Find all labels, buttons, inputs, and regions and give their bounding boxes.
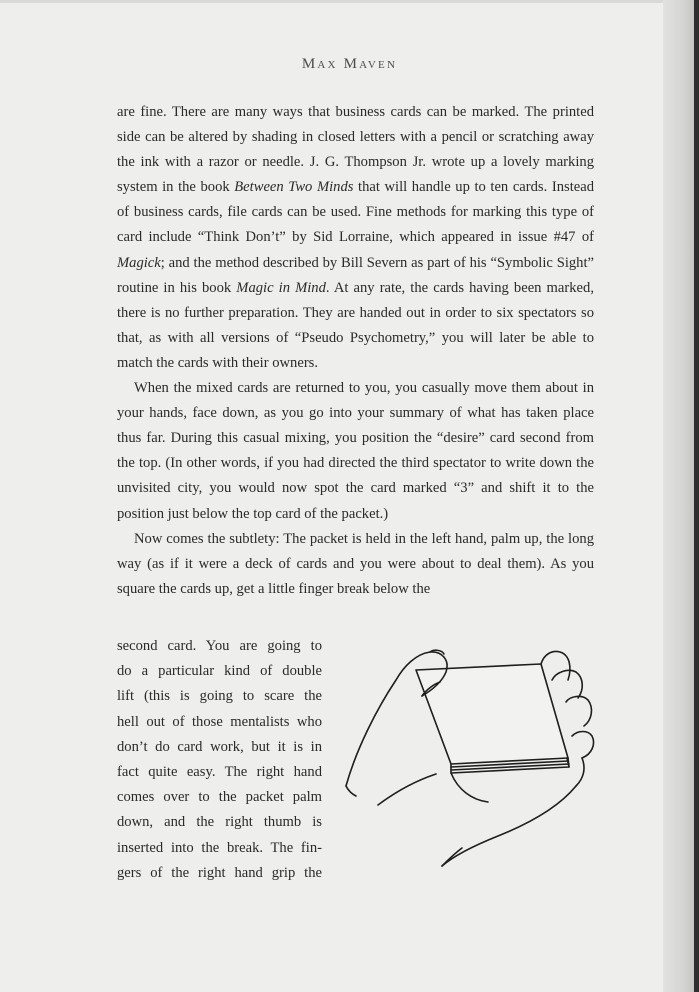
body-text (117, 100, 594, 602)
wrap-line: gers of the right hand grip the (117, 864, 322, 881)
wrap-line: down, and the right thumb is (117, 814, 322, 831)
wrap-line: inserted into the break. The fin- (117, 839, 322, 856)
book-title-magick: Magick (117, 254, 161, 271)
paragraph-1: are fine. There are many ways that business cards can be marked. The printed side can be altered by shading in closed letters with a pencil or scratching away the ink with a razor or needle. J. G. Thompson Jr. wrote up a lovely marking system in the book Between Two Minds that will handle up to ten cards. Instead of business cards, file cards can be used. Fine methods for marking this type of card include “Think Don’t” by Sid Lorraine, which appeared in issue #47 of Magick; and the method described by Bill Severn as part of his “Symbolic Sight” routine in his book Magic in Mind. At any rate, the cards having been marked, there is no further preparation. They are handed out in order to six spectators so that, as with all versions of “Pseudo Psychometry,” you will later be able to match the cards with their owners. (117, 104, 594, 371)
wrap-line: fact quite easy. The right hand (117, 764, 322, 781)
paragraph-2: When the mixed cards are returned to you, you casually move them about in your hands, face down, as you go into your summary of what has taken place thus far. During this casual mixing, you position the “desire” card second from the top. (In other words, if you had directed the third spectator to write down the unvisited city, you would now spot the card marked “3” and shift it to the position just below the top card of the packet.) (117, 380, 594, 522)
wrap-line: do a particular kind of double (117, 663, 322, 680)
hand-holding-card-packet-icon (338, 640, 598, 885)
running-head: Max Maven (301, 56, 398, 72)
wrap-line: comes over to the packet palm (117, 789, 322, 806)
page-top-edge (0, 0, 699, 3)
wrap-line: lift (this is going to scare the (117, 688, 322, 705)
wrapped-text-block (117, 634, 322, 886)
book-title-magic-in-mind: Magic in Mind (236, 279, 326, 296)
paragraph-3: Now comes the subtlety: The packet is held in the left hand, palm up, the long way (as if it were a deck of cards and you were about to deal them). As you square the cards up, get a little finger break below the (117, 530, 594, 597)
wrap-line: don’t do card work, but it is in (117, 738, 322, 755)
wrap-line: hell out of those mentalists who (117, 713, 322, 730)
book-title-between-two-minds: Between Two Minds (234, 179, 354, 196)
wrap-line: second card. You are going to (117, 638, 322, 654)
page-right-edge (694, 0, 699, 992)
